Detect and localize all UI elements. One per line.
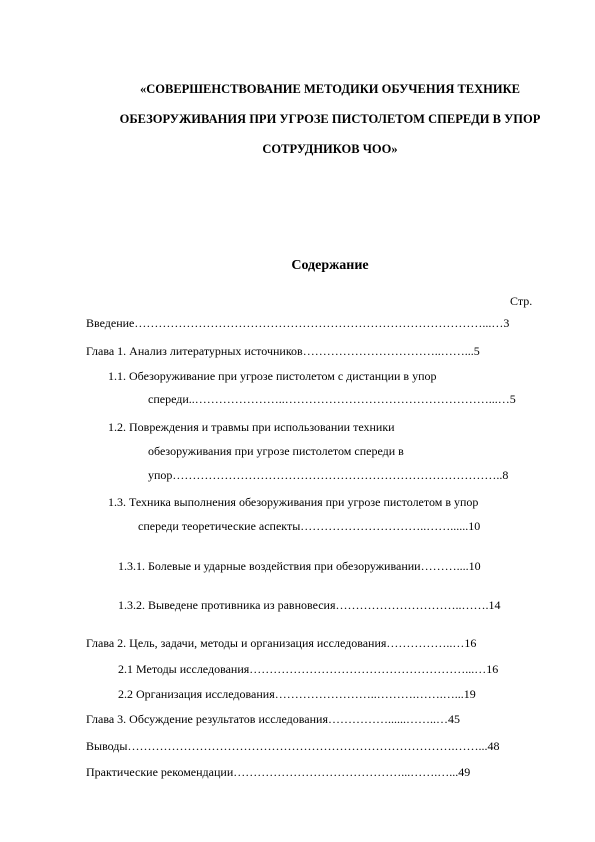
toc-entry-chapter-3: Глава 3. Обсуждение результатов исследования……………......……..…45 [86,712,460,726]
toc-entry-2-2: 2.2 Организация исследования……………………..……….…….…...19 [118,687,476,701]
title-line-3: СОТРУДНИКОВ ЧОО» [262,142,398,156]
toc-entry-introduction: Введение……………………………………………………………………………...…3 [86,316,510,330]
toc-entry-1-3-1: 1.3.1. Болевые и ударные воздействия при обезоруживании………....10 [118,559,481,573]
toc-entry-1-2: 1.2. Повреждения и травмы при использовании техники [108,420,395,434]
page-column-label: Стр. [510,294,533,308]
document-title [60,74,595,164]
toc-entry-conclusions: Выводы……………………………………………………………………….……...48 [86,739,500,753]
toc-entry-1-3-2: 1.3.2. Выведене противника из равновесия…………………………..…….14 [118,598,501,612]
contents-heading: Содержание [291,258,369,273]
toc-entry-recommendations: Практические рекомендации……………………………………...…….…...49 [86,765,471,779]
toc-entry-2-1: 2.1 Методы исследования………………………………………………...…16 [118,662,499,676]
toc-entry-1-2-cont: обезоруживания при угрозе пистолетом спереди в [148,444,404,458]
toc-entry-chapter-1: Глава 1. Анализ литературных источников……………………………..……...5 [86,344,480,358]
toc-entry-1-3-cont: спереди теоретические аспекты…………………………..……......10 [138,519,481,533]
toc-entry-1-1: 1.1. Обезоруживание при угрозе пистолетом с дистанции в упор [108,369,437,383]
title-line-2: ОБЕЗОРУЖИВАНИЯ ПРИ УГРОЗЕ ПИСТОЛЕТОМ СПЕРЕДИ В УПОР [119,112,541,126]
toc-entry-1-3: 1.3. Техника выполнения обезоруживания при угрозе пистолетом в упор [108,495,479,509]
toc-entry-chapter-2: Глава 2. Цель, задачи, методы и организация исследования……………..…16 [86,636,477,650]
title-line-1: «СОВЕРШЕНСТВОВАНИЕ МЕТОДИКИ ОБУЧЕНИЯ ТЕХНИКЕ [139,82,521,96]
toc-entry-1-1-cont: спереди..…………………..……………………………………………...…5 [148,392,516,406]
toc-entry-1-2-page: упор………………………………………………………………………..8 [148,468,509,482]
